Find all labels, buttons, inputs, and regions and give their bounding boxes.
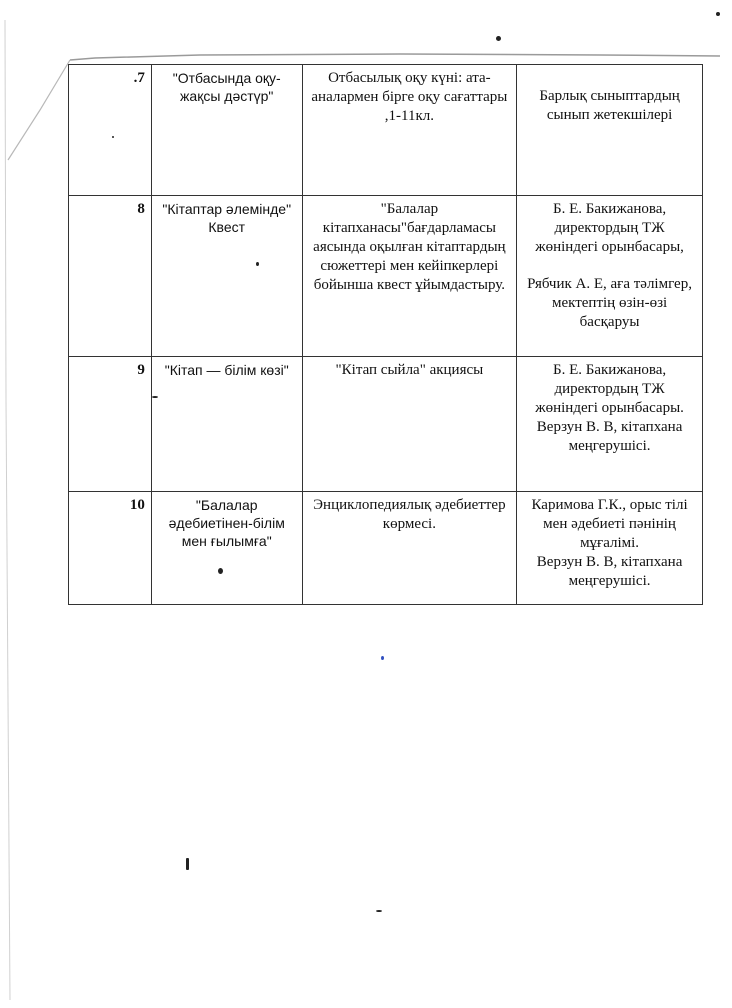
responsible-line: Барлық сыныптардың сынып жетекшілері bbox=[539, 88, 680, 123]
event-title: "Кітаптар әлемінде" Квест bbox=[151, 196, 302, 357]
event-responsible bbox=[517, 196, 703, 357]
scan-speck bbox=[376, 910, 382, 912]
responsible-line: Каримова Г.К., орыс тілі мен әдебиеті пәнінің мұғалімі. bbox=[531, 497, 688, 551]
scan-speck bbox=[716, 12, 720, 16]
table-row bbox=[69, 65, 703, 196]
responsible-line: Рябчик А. Е, аға тәлімгер, мектептің өзін-өзі басқаруы bbox=[527, 276, 692, 330]
scan-speck bbox=[152, 396, 158, 398]
scan-speck bbox=[381, 656, 384, 660]
scan-speck bbox=[186, 858, 189, 870]
row-number: .7 bbox=[69, 65, 152, 196]
event-title: "Отбасында оқу-жақсы дәстүр" bbox=[151, 65, 302, 196]
responsible-line: Верзун В. В, кітапхана меңгерушісі. bbox=[536, 419, 683, 454]
event-responsible bbox=[517, 492, 703, 605]
event-responsible bbox=[517, 65, 703, 196]
table-row bbox=[69, 196, 703, 357]
row-number: 10 bbox=[69, 492, 152, 605]
scan-speck bbox=[112, 136, 114, 138]
event-description: "Балалар кітапханасы"бағдарламасы аясында оқылған кітаптардың сюжеттері мен кейіпкерлері бойынша квест ұйымдастыру. bbox=[302, 196, 517, 357]
scan-speck bbox=[256, 262, 259, 266]
scan-speck bbox=[496, 36, 501, 41]
event-title: "Балалар әдебиетінен-білім мен ғылымға" bbox=[151, 492, 302, 605]
responsible-line: Б. Е. Бакижанова, директордың ТЖ жөніндегі орынбасары, bbox=[535, 201, 684, 255]
row-number: 9 bbox=[69, 357, 152, 492]
event-description: "Кітап сыйла" акциясы bbox=[302, 357, 517, 492]
event-title: "Кітап — білім көзі" bbox=[151, 357, 302, 492]
table-row bbox=[69, 492, 703, 605]
row-number: 8 bbox=[69, 196, 152, 357]
responsible-line: Б. Е. Бакижанова, директордың ТЖ жөніндегі орынбасары. bbox=[535, 362, 684, 416]
event-description: Энциклопедиялық әдебиеттер көрмесі. bbox=[302, 492, 517, 605]
responsible-line: Верзун В. В, кітапхана меңгерушісі. bbox=[536, 554, 683, 589]
event-responsible bbox=[517, 357, 703, 492]
event-description: Отбасылық оқу күні: ата-аналармен бірге оқу сағаттары ,1-11кл. bbox=[302, 65, 517, 196]
table-row bbox=[69, 357, 703, 492]
activities-table bbox=[68, 64, 703, 605]
scan-speck bbox=[218, 568, 223, 574]
